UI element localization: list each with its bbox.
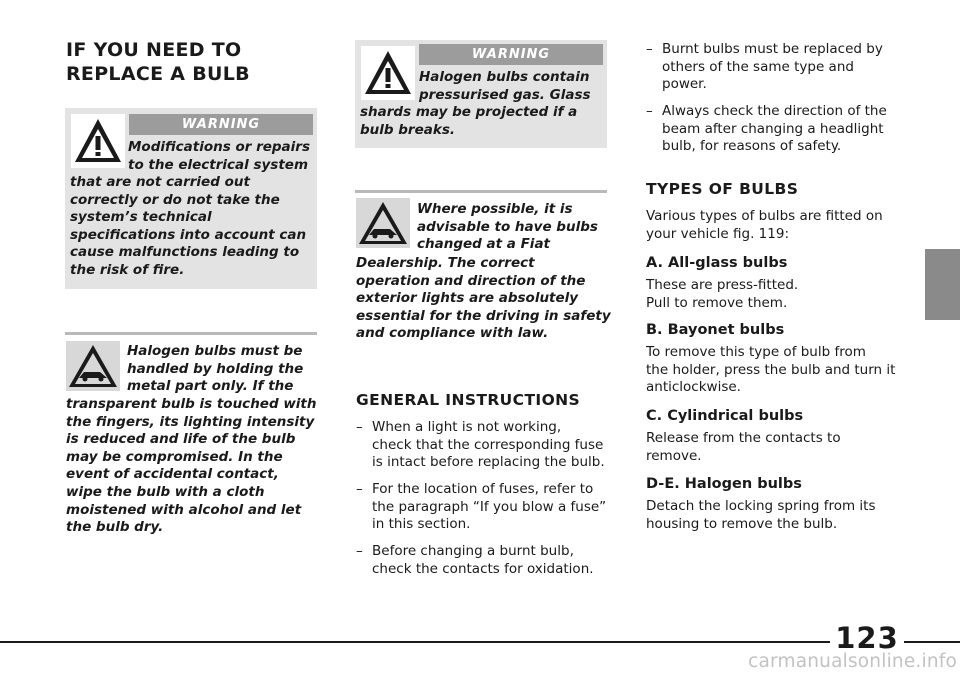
text-line: transparent bulb is touched with — [66, 396, 317, 412]
text-line: event of accidental contact, — [66, 466, 279, 483]
page-title-line-1: IF YOU NEED TO — [66, 39, 242, 61]
page-number: 123 — [830, 618, 904, 658]
halogen-bulbs-text — [646, 498, 908, 533]
text-line: beam after changing a headlight — [662, 120, 884, 137]
list-dash: – — [646, 41, 653, 57]
text-line: Release from the contacts to — [646, 430, 841, 446]
text-line: your vehicle fig. 119: — [646, 225, 789, 242]
list-item — [356, 419, 632, 472]
text-line: These are press-fitted. — [646, 277, 799, 293]
warning-head-text — [128, 139, 314, 174]
text-line: Always check the direction of the — [662, 103, 887, 119]
page-title — [66, 38, 316, 86]
text-line: correctly or do not take the — [70, 191, 280, 208]
text-line: Various types of bulbs are fitted on — [646, 208, 883, 224]
text-line: essential for the driving in safety — [356, 307, 611, 324]
text-line: and compliance with law. — [356, 325, 549, 342]
watermark-text: carmanualsonline.info — [748, 651, 957, 672]
section-rule — [355, 190, 607, 193]
list-dash: – — [356, 543, 363, 559]
text-line: handled by holding the — [127, 360, 304, 377]
list-item — [356, 481, 632, 534]
text-line: others of the same type and — [662, 58, 854, 75]
text-line: the fingers, its lighting intensity — [66, 413, 315, 430]
car-note-icon — [66, 341, 120, 391]
text-line: Modifications or repairs — [128, 139, 310, 155]
text-line: the paragraph “If you blow a fuse” — [372, 498, 607, 515]
section-side-tab — [925, 249, 960, 320]
text-line: Where possible, it is — [417, 201, 573, 217]
text-line: the holder, press the bulb and turn it — [646, 361, 896, 378]
text-line: to the electrical system — [128, 156, 309, 173]
warning-body-text — [360, 104, 604, 139]
cylindrical-bulbs-text — [646, 430, 908, 465]
text-line: wipe the bulb with a cloth — [66, 483, 265, 500]
warning-bar — [129, 114, 313, 135]
note-head-text — [127, 343, 317, 396]
types-intro-text — [646, 208, 908, 243]
text-line: housing to remove the bulb. — [646, 515, 838, 532]
text-line: Dealership. The correct — [356, 255, 535, 271]
list-item — [356, 543, 632, 578]
text-line: To remove this type of bulb from — [646, 344, 866, 360]
text-line: system’s technical — [70, 209, 212, 226]
note-body-text — [66, 396, 321, 537]
warning-triangle-icon — [361, 46, 415, 100]
car-note-icon — [356, 198, 410, 248]
text-line: check the contacts for oxidation. — [372, 560, 594, 577]
text-line: is intact before replacing the bulb. — [372, 454, 605, 470]
text-line: the risk of fire. — [70, 261, 185, 278]
text-line: For the location of fuses, refer to — [372, 481, 594, 497]
text-line: Pull to remove them. — [646, 294, 788, 311]
general-instructions-heading: GENERAL INSTRUCTIONS — [356, 391, 581, 409]
text-line: in this section. — [372, 516, 471, 532]
warning-label: WARNING — [181, 117, 261, 132]
bayonet-bulbs-heading: B. Bayonet bulbs — [646, 322, 785, 338]
footer-rule — [0, 641, 960, 643]
page-title-line-2: REPLACE A BULB — [66, 63, 250, 85]
text-line: operation and direction of the — [356, 272, 586, 289]
warning-bar — [419, 44, 603, 65]
text-line: remove. — [646, 447, 702, 464]
types-of-bulbs-heading: TYPES OF BULBS — [646, 180, 799, 198]
text-line: anticlockwise. — [646, 379, 741, 395]
list-item — [646, 103, 924, 156]
text-line: Burnt bulbs must be replaced by — [662, 41, 883, 57]
halogen-bulbs-heading: D-E. Halogen bulbs — [646, 476, 802, 492]
bayonet-bulbs-text — [646, 344, 908, 397]
text-line: Detach the locking spring from its — [646, 498, 876, 514]
list-dash: – — [356, 481, 363, 497]
text-line: shards may be projected if a — [360, 104, 578, 120]
section-rule — [65, 332, 317, 335]
text-line: is reduced and life of the bulb — [66, 431, 296, 448]
text-line: bulb, for reasons of safety. — [662, 138, 842, 154]
note-body-text — [356, 255, 611, 343]
warning-body-text — [70, 174, 314, 280]
text-line: specifications into account can — [70, 226, 307, 243]
text-line: that are not carried out — [70, 174, 250, 190]
text-line: Halogen bulbs must be — [127, 343, 303, 359]
text-line: pressurised gas. Glass — [419, 86, 591, 103]
text-line: the bulb dry. — [66, 519, 164, 536]
note-head-text — [417, 201, 607, 254]
text-line: cause malfunctions leading to — [70, 244, 300, 261]
warning-triangle-icon — [71, 114, 125, 168]
list-item — [646, 41, 924, 94]
text-line: metal part only. If the — [127, 378, 294, 395]
text-line: check that the corresponding fuse — [372, 436, 604, 453]
text-line: changed at a Fiat — [417, 236, 551, 253]
text-line: Halogen bulbs contain — [419, 69, 590, 85]
warning-box-electrical — [65, 108, 317, 289]
text-line: may be compromised. In the — [66, 448, 283, 465]
text-line: Before changing a burnt bulb, — [372, 543, 574, 559]
text-line: exterior lights are absolutely — [356, 290, 579, 307]
text-line: advisable to have bulbs — [417, 218, 598, 235]
warning-label: WARNING — [471, 47, 551, 62]
all-glass-bulbs-heading: A. All-glass bulbs — [646, 255, 788, 271]
text-line: When a light is not working, — [372, 419, 562, 435]
warning-head-text — [419, 69, 605, 104]
text-line: moistened with alcohol and let — [66, 501, 302, 518]
list-dash: – — [646, 103, 653, 119]
warning-box-pressurised-gas — [355, 40, 607, 148]
all-glass-bulbs-text — [646, 277, 908, 312]
cylindrical-bulbs-heading: C. Cylindrical bulbs — [646, 408, 804, 424]
list-dash: – — [356, 419, 363, 435]
text-line: bulb breaks. — [360, 121, 455, 138]
text-line: power. — [662, 76, 707, 92]
